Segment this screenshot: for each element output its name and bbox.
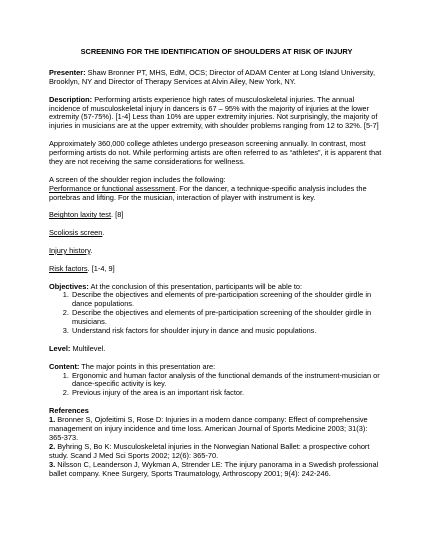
scoliosis-text: . bbox=[102, 228, 105, 238]
list-item: 1. Ergonomic and human factor analysis of the functional demands of the instrument-musician or dance-specific activity is key. bbox=[71, 372, 384, 390]
beighton-paragraph bbox=[49, 211, 384, 220]
presenter-paragraph bbox=[49, 69, 384, 87]
college-athletes-paragraph: Approximately 360,000 college athletes undergo preseason screening annually. In contrast, most performing artists do not. While performing artists are often referred to as “athletes”, it is apparent that they are not receiving the same considerations for wellness. bbox=[49, 139, 382, 166]
reference-text: Nilsson C, Leanderson J, Wykman A, Strender LE: The injury panorama in a Swedish professional ballet company. Knee Surgery, Sports Traumatology, Arthroscopy 2001; 9(4): 242-246. bbox=[49, 459, 379, 478]
objectives-section bbox=[49, 283, 384, 336]
functional-assessment-text: . For the dancer, a technique-specific analysis includes the portebras and lifting. For the musician, interaction of player with instrument is key. bbox=[49, 183, 367, 202]
reference-text: Bronner S, Ojofeitimi S, Rose D: Injuries in a modern dance company: Effect of comprehensive management on injury incidence and time loss. American Journal of Sports Medicine 2003; 31(3): 365-373. bbox=[49, 415, 368, 442]
references-heading: References bbox=[49, 406, 89, 416]
content-label: Content: bbox=[49, 361, 80, 371]
injury-history-text: . bbox=[90, 245, 93, 255]
content-text: The major points in this presentation are: bbox=[81, 361, 216, 371]
risk-factors-link[interactable]: Risk factors bbox=[49, 263, 88, 273]
injury-history-paragraph bbox=[49, 247, 384, 256]
beighton-text: . [8] bbox=[111, 210, 124, 220]
reference-item bbox=[49, 443, 384, 461]
reference-item bbox=[49, 416, 384, 443]
reference-text: Byhring S, Bo K: Musculoskeletal injuries in the Norwegian National Ballet: a prospective cohort study. Scand J Med Sci Sports 2002; 12(6): 365-70. bbox=[49, 441, 370, 460]
presenter-text: Shaw Bronner PT, MHS, EdM, OCS; Director of ADAM Center at Long Island University, Brooklyn, NY and Director of Therapy Services at Alvin Ailey, New York, NY. bbox=[49, 67, 376, 86]
functional-assessment-link[interactable]: Performance or functional assessment bbox=[49, 183, 176, 193]
objectives-label: Objectives: bbox=[49, 281, 89, 291]
reference-item bbox=[49, 461, 384, 479]
presenter-label: Presenter: bbox=[49, 67, 86, 77]
description-label: Description: bbox=[49, 94, 93, 104]
risk-factors-text: . [1-4, 9] bbox=[87, 263, 115, 273]
level-label: Level: bbox=[49, 343, 71, 353]
scoliosis-paragraph bbox=[49, 229, 384, 238]
objectives-list bbox=[49, 291, 384, 336]
scoliosis-link[interactable]: Scoliosis screen bbox=[49, 228, 103, 238]
content-section bbox=[49, 363, 384, 399]
document-title: SCREENING FOR THE IDENTIFICATION OF SHOULDERS AT RISK OF INJURY bbox=[80, 47, 353, 56]
description-paragraph bbox=[49, 96, 384, 132]
screen-intro: A screen of the shoulder region includes the following: bbox=[49, 174, 226, 184]
screen-section bbox=[49, 176, 384, 203]
objectives-text: At the conclusion of this presentation, participants will be able to: bbox=[90, 281, 303, 291]
content-list bbox=[49, 372, 384, 399]
reference-number: 1. bbox=[49, 415, 56, 425]
beighton-link[interactable]: Beighton laxity test bbox=[49, 210, 112, 220]
list-item: 2. Previous injury of the area is an important risk factor. bbox=[71, 389, 384, 398]
references-section bbox=[49, 407, 384, 478]
level-text: Multilevel. bbox=[72, 343, 106, 353]
list-item: 2. Describe the objectives and elements of pre-participation screening of the shoulder girdle in musicians. bbox=[71, 309, 384, 327]
risk-factors-paragraph bbox=[49, 265, 384, 274]
description-text: Performing artists experience high rates of musculoskeletal injuries. The annual incidence of musculoskeletal injury in dancers is 67 – 95% with the majority of injuries at the lower extremity (57-75%). [1-4] Less than 10% are upper extremity injuries. Not surprisingly, the majority of injuries in musicians are at the upper extremity, with shoulder problems ranging from 12 to 32%. [5-7] bbox=[49, 94, 379, 131]
reference-number: 2. bbox=[49, 441, 56, 451]
list-item: 3. Understand risk factors for shoulder injury in dance and music populations. bbox=[71, 327, 384, 336]
injury-history-link[interactable]: Injury history bbox=[49, 245, 91, 255]
level-paragraph bbox=[49, 345, 384, 354]
reference-number: 3. bbox=[49, 459, 56, 469]
list-item: 1. Describe the objectives and elements of pre-participation screening of the shoulder girdle in dance populations. bbox=[71, 291, 384, 309]
